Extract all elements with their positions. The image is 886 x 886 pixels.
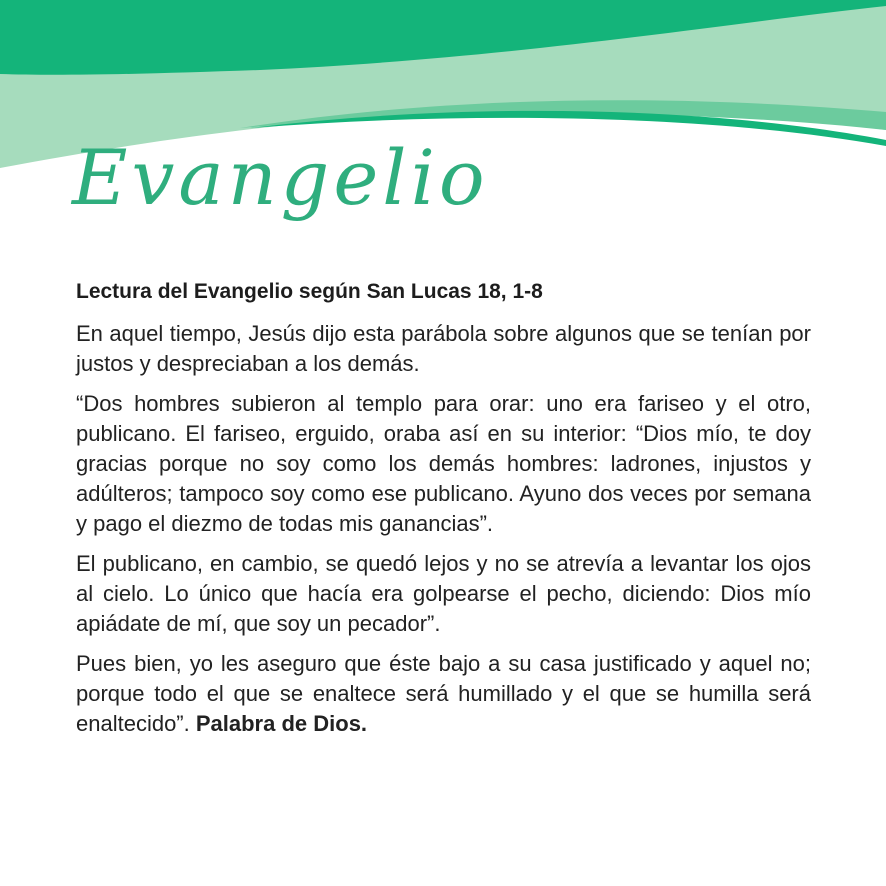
paragraph-2: “Dos hombres subieron al templo para orar: uno era fariseo y el otro, publicano. El fariseo, erguido, oraba así en su interior: “Dios mío, te doy gracias porque no soy como los demás hombres: ladrones, injustos y adúlteros; tampoco soy como ese publicano. Ayuno dos veces por semana y pago el diezmo de todas mis ganancias”.	[76, 391, 811, 536]
paragraph-1: En aquel tiempo, Jesús dijo esta parábola sobre algunos que se tenían por justos y despreciaban a los demás.	[76, 321, 811, 376]
reading-title: Lectura del Evangelio según San Lucas 18, 1-8	[76, 280, 543, 303]
reading-content	[76, 277, 811, 749]
paragraph-4-text: Pues bien, yo les aseguro que éste bajo a su casa justificado y aquel no; porque todo el que se enaltece será humillado y el que se humilla será enaltecido”.	[76, 651, 811, 736]
paragraph-4	[76, 649, 811, 739]
paragraph-3: El publicano, en cambio, se quedó lejos y no se atrevía a levantar los ojos al cielo. Lo único que hacía era golpearse el pecho, diciendo: Dios mío apiádate de mí, que soy un pecador”.	[76, 551, 811, 636]
page-title: Evangelio	[72, 133, 489, 222]
closing-acclamation: Palabra de Dios.	[195, 711, 368, 736]
